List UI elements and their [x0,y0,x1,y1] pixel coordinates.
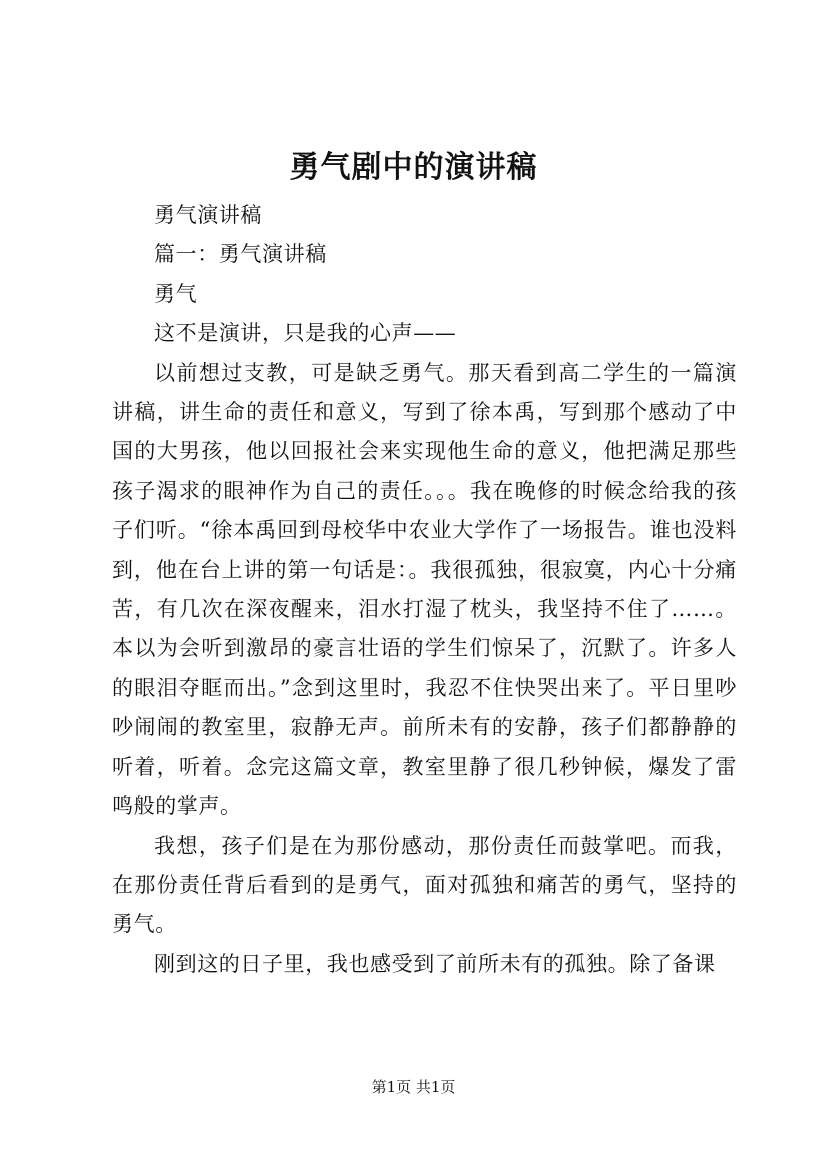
paragraph: 这不是演讲，只是我的心声—— [154,321,457,346]
paragraph: 刚到这的日子里，我也感受到了前所未有的孤独。除了备课 [154,951,716,976]
document-title: 勇气剧中的演讲稿 [289,150,538,185]
paragraph: 勇气 [154,281,198,306]
paragraph: 我想，孩子们是在为那份感动，那份责任而鼓掌吧。而我，在那份责任背后看到的是勇气，面对孤独和痛苦的勇气，坚持的勇气。 [112,833,737,937]
paragraph: 勇气演讲稿 [154,203,262,227]
paragraph: 以前想过支教，可是缺乏勇气。那天看到高二学生的一篇演讲稿，讲生命的责任和意义，写到了徐本禹，写到那个感动了中国的大男孩，他以回报社会来实现他生命的意义，他把满足那些孩子渴求的眼神作为自己的责任。。。我在晚修的时候念给我的孩子们听。“徐本禹回到母校华中农业大学作了一场报告。谁也没料到，他在台上讲的第一句话是：。我很孤独，很寂寞，内心十分痛苦，有几次在深夜醒来，泪水打湿了枕头，我坚持不住了……。本以为会听到激昂的豪言壮语的学生们惊呆了，沉默了。许多人的眼泪夺眶而出。”念到这里时，我忍不住快哭出来了。平日里吵吵闹闹的教室里，寂静无声。前所未有的安静，孩子们都静静的听着，听着。念完这篇文章，教室里静了很几秒钟候，爆发了雷鸣般的掌声。 [112,360,737,819]
page-footer: 第1页 共1页 [371,1078,456,1096]
document-body [112,196,737,984]
paragraph: 篇一：勇气演讲稿 [154,242,327,267]
